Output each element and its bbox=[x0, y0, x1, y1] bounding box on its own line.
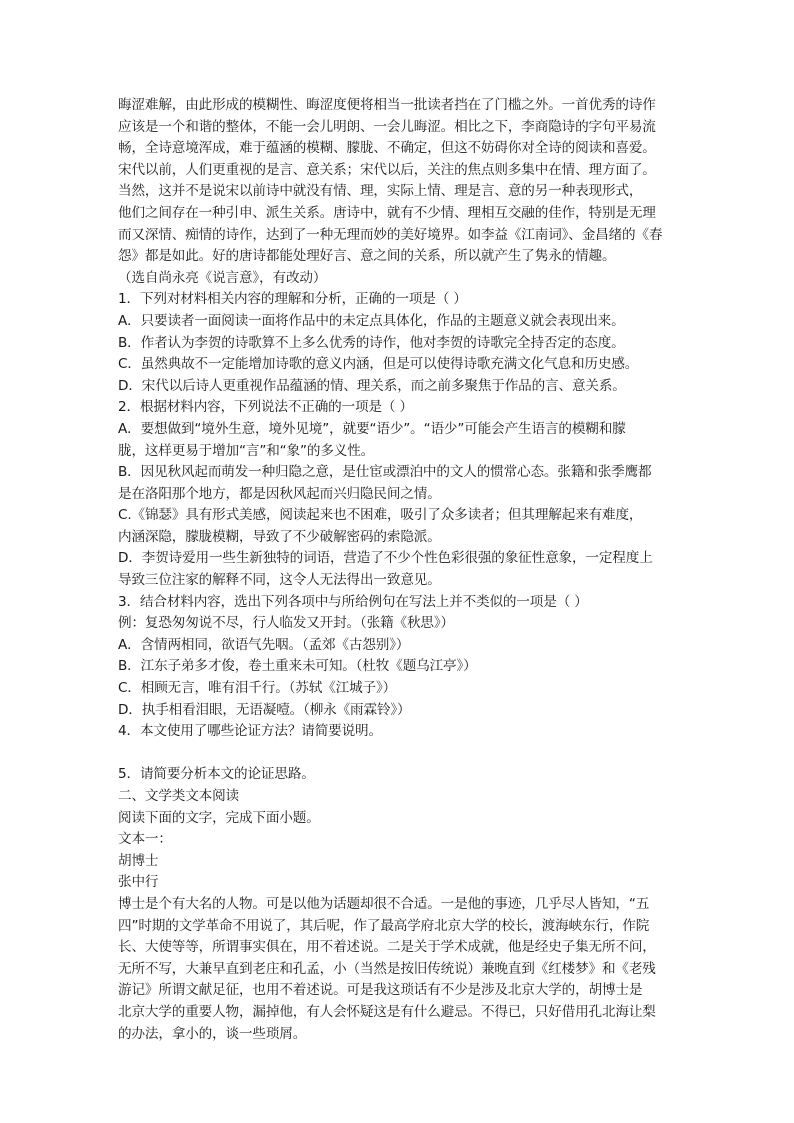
question-1 bbox=[118, 289, 678, 397]
option-a-continued: 胧，这样更易于增加“言”和“象”的多义性。 bbox=[118, 442, 375, 459]
answer-space bbox=[118, 743, 678, 765]
question-stem: 1．下列对材料相关内容的理解和分析，正确的一项是（ ） bbox=[118, 291, 467, 308]
article-line: 的办法，拿小的，谈一些琐屑。 bbox=[118, 1025, 307, 1042]
article-line: 长、大使等等，所谓事实俱在，用不着述说。二是关于学术成就，他是经史子集无所不问， bbox=[118, 939, 656, 956]
article-line: 博士是个有大名的人物。可是以他为话题却很不合适。一是他的事迹，几乎尽人皆知，“五 bbox=[118, 895, 650, 912]
option-b: B．因见秋风起而萌发一种归隐之意，是仕宦或漂泊中的文人的惯常心态。张籍和张季鹰都 bbox=[118, 464, 652, 481]
passage-line: 宋代以前，人们更重视的是言、意关系；宋代以后，关注的焦点则多集中在情、理方面了。 bbox=[118, 161, 656, 178]
option-b: B．江东子弟多才俊，卷土重来未可知。（杜牧《题乌江亭》） bbox=[118, 658, 477, 675]
passage-source: （选自尚永亮《说言意》，有改动） bbox=[118, 269, 327, 286]
passage-line: 晦涩难解，由此形成的模糊性、晦涩度便将相当一批读者挡在了门槛之外。一首优秀的诗作 bbox=[118, 97, 656, 113]
article-line: 无所不写，大兼早直到老庄和孔孟，小（当然是按旧传统说）兼晚直到《红楼梦》和《老残 bbox=[118, 960, 656, 977]
document-page bbox=[118, 95, 678, 1045]
section-heading: 二、文学类文本阅读 bbox=[118, 788, 239, 804]
question-4 bbox=[118, 721, 678, 764]
passage bbox=[118, 95, 678, 289]
option-c-continued: 内涵深隐，朦胧模糊，导致了不少破解密码的索隐派。 bbox=[118, 528, 441, 545]
question-3 bbox=[118, 592, 678, 722]
option-c: C.《锦瑟》具有形式美感，阅读起来也不困难，吸引了众多读者；但其理解起来有难度， bbox=[118, 507, 643, 524]
article-line: 北京大学的重要人物，漏掉他，有人会怀疑这是有什么避忌。不得已，只好借用孔北海让梨 bbox=[118, 1003, 656, 1020]
option-a: A．只要读者一面阅读一面将作品中的未定点具体化，作品的主题意义就会表现出来。 bbox=[118, 312, 625, 329]
article-line: 四”时期的文学革命不用说了，其后呢，作了最高学府北京大学的校长，渡海峡东行，作院 bbox=[118, 917, 650, 934]
text-label: 文本一： bbox=[118, 831, 172, 848]
option-c: C．相顾无言，唯有泪千行。（苏轼《江城子》） bbox=[118, 680, 397, 697]
option-b: B．作者认为李贺的诗歌算不上多么优秀的诗作，他对李贺的诗歌完全持否定的态度。 bbox=[118, 334, 625, 351]
passage-line: 而又深情、痴情的诗作，达到了一种无理而妙的美好境界。如李益《江南词》、金昌绪的《春 bbox=[118, 226, 663, 243]
question-2 bbox=[118, 397, 678, 591]
question-stem: 3．结合材料内容，选出下列各项中与所给例句在写法上并不类似的一项是（ ） bbox=[118, 593, 588, 610]
option-c: C．虽然典故不一定能增加诗歌的意义内涵，但是可以使得诗歌充满文化气息和历史感。 bbox=[118, 356, 639, 373]
article-line: 游记》所谓文献足征，也用不着述说。可是我这琐话有不少是涉及北京大学的，胡博士是 bbox=[118, 982, 643, 999]
article-title: 胡博士 bbox=[118, 852, 159, 869]
question-5 bbox=[118, 764, 678, 786]
question-stem: 2．根据材料内容，下列说法不正确的一项是（ ） bbox=[118, 399, 413, 416]
section-2 bbox=[118, 786, 678, 1045]
passage-line: 畅，全诗意境浑成，难于蕴涵的模糊、朦胧、不确定，但这不妨碍你对全诗的阅读和喜爱。 bbox=[118, 140, 656, 157]
passage-line: 怨》都是如此。好的唐诗都能处理好言、意之间的关系，所以就产生了隽永的情趣。 bbox=[118, 248, 616, 265]
option-d: D．执手相看泪眼，无语凝噎。（柳永《雨霖铃》） bbox=[118, 701, 411, 718]
option-d: D．宋代以后诗人更重视作品蕴涵的情、理关系，而之前多聚焦于作品的言、意关系。 bbox=[118, 377, 626, 394]
option-a: A．要想做到“境外生意，境外见境”，就要“语少”。“语少”可能会产生语言的模糊和朦 bbox=[118, 420, 626, 437]
passage-line: 应该是一个和谐的整体，不能一会儿明朗、一会儿晦涩。相比之下，李商隐诗的字句平易流 bbox=[118, 118, 656, 135]
passage-line: 当然，这并不是说宋以前诗中就没有情、理，实际上情、理是言、意的另一种表现形式， bbox=[118, 183, 643, 200]
question-stem: 5．请简要分析本文的论证思路。 bbox=[118, 766, 315, 783]
option-d: D．李贺诗爱用一些生新独特的词语，营造了不少个性色彩很强的象征性意象，一定程度上 bbox=[118, 550, 653, 567]
article-author: 张中行 bbox=[118, 874, 159, 891]
passage-line: 他们之间存在一种引申、派生关系。唐诗中，就有不少情、理相互交融的佳作，特别是无理 bbox=[118, 204, 656, 221]
option-a: A．含情两相同，欲语气先咽。（孟郊《古怨别》） bbox=[118, 636, 410, 653]
option-d-continued: 导致三位注家的解释不同，这令人无法得出一致意见。 bbox=[118, 572, 441, 589]
example-line: 例：复恐匆匆说不尽，行人临发又开封。（张籍《秋思》） bbox=[118, 615, 454, 632]
option-b-continued: 是在洛阳那个地方，都是因秋风起而兴归隐民间之情。 bbox=[118, 485, 441, 502]
question-stem: 4．本文使用了哪些论证方法？请简要说明。 bbox=[118, 723, 382, 740]
section-instruction: 阅读下面的文字，完成下面小题。 bbox=[118, 809, 320, 826]
